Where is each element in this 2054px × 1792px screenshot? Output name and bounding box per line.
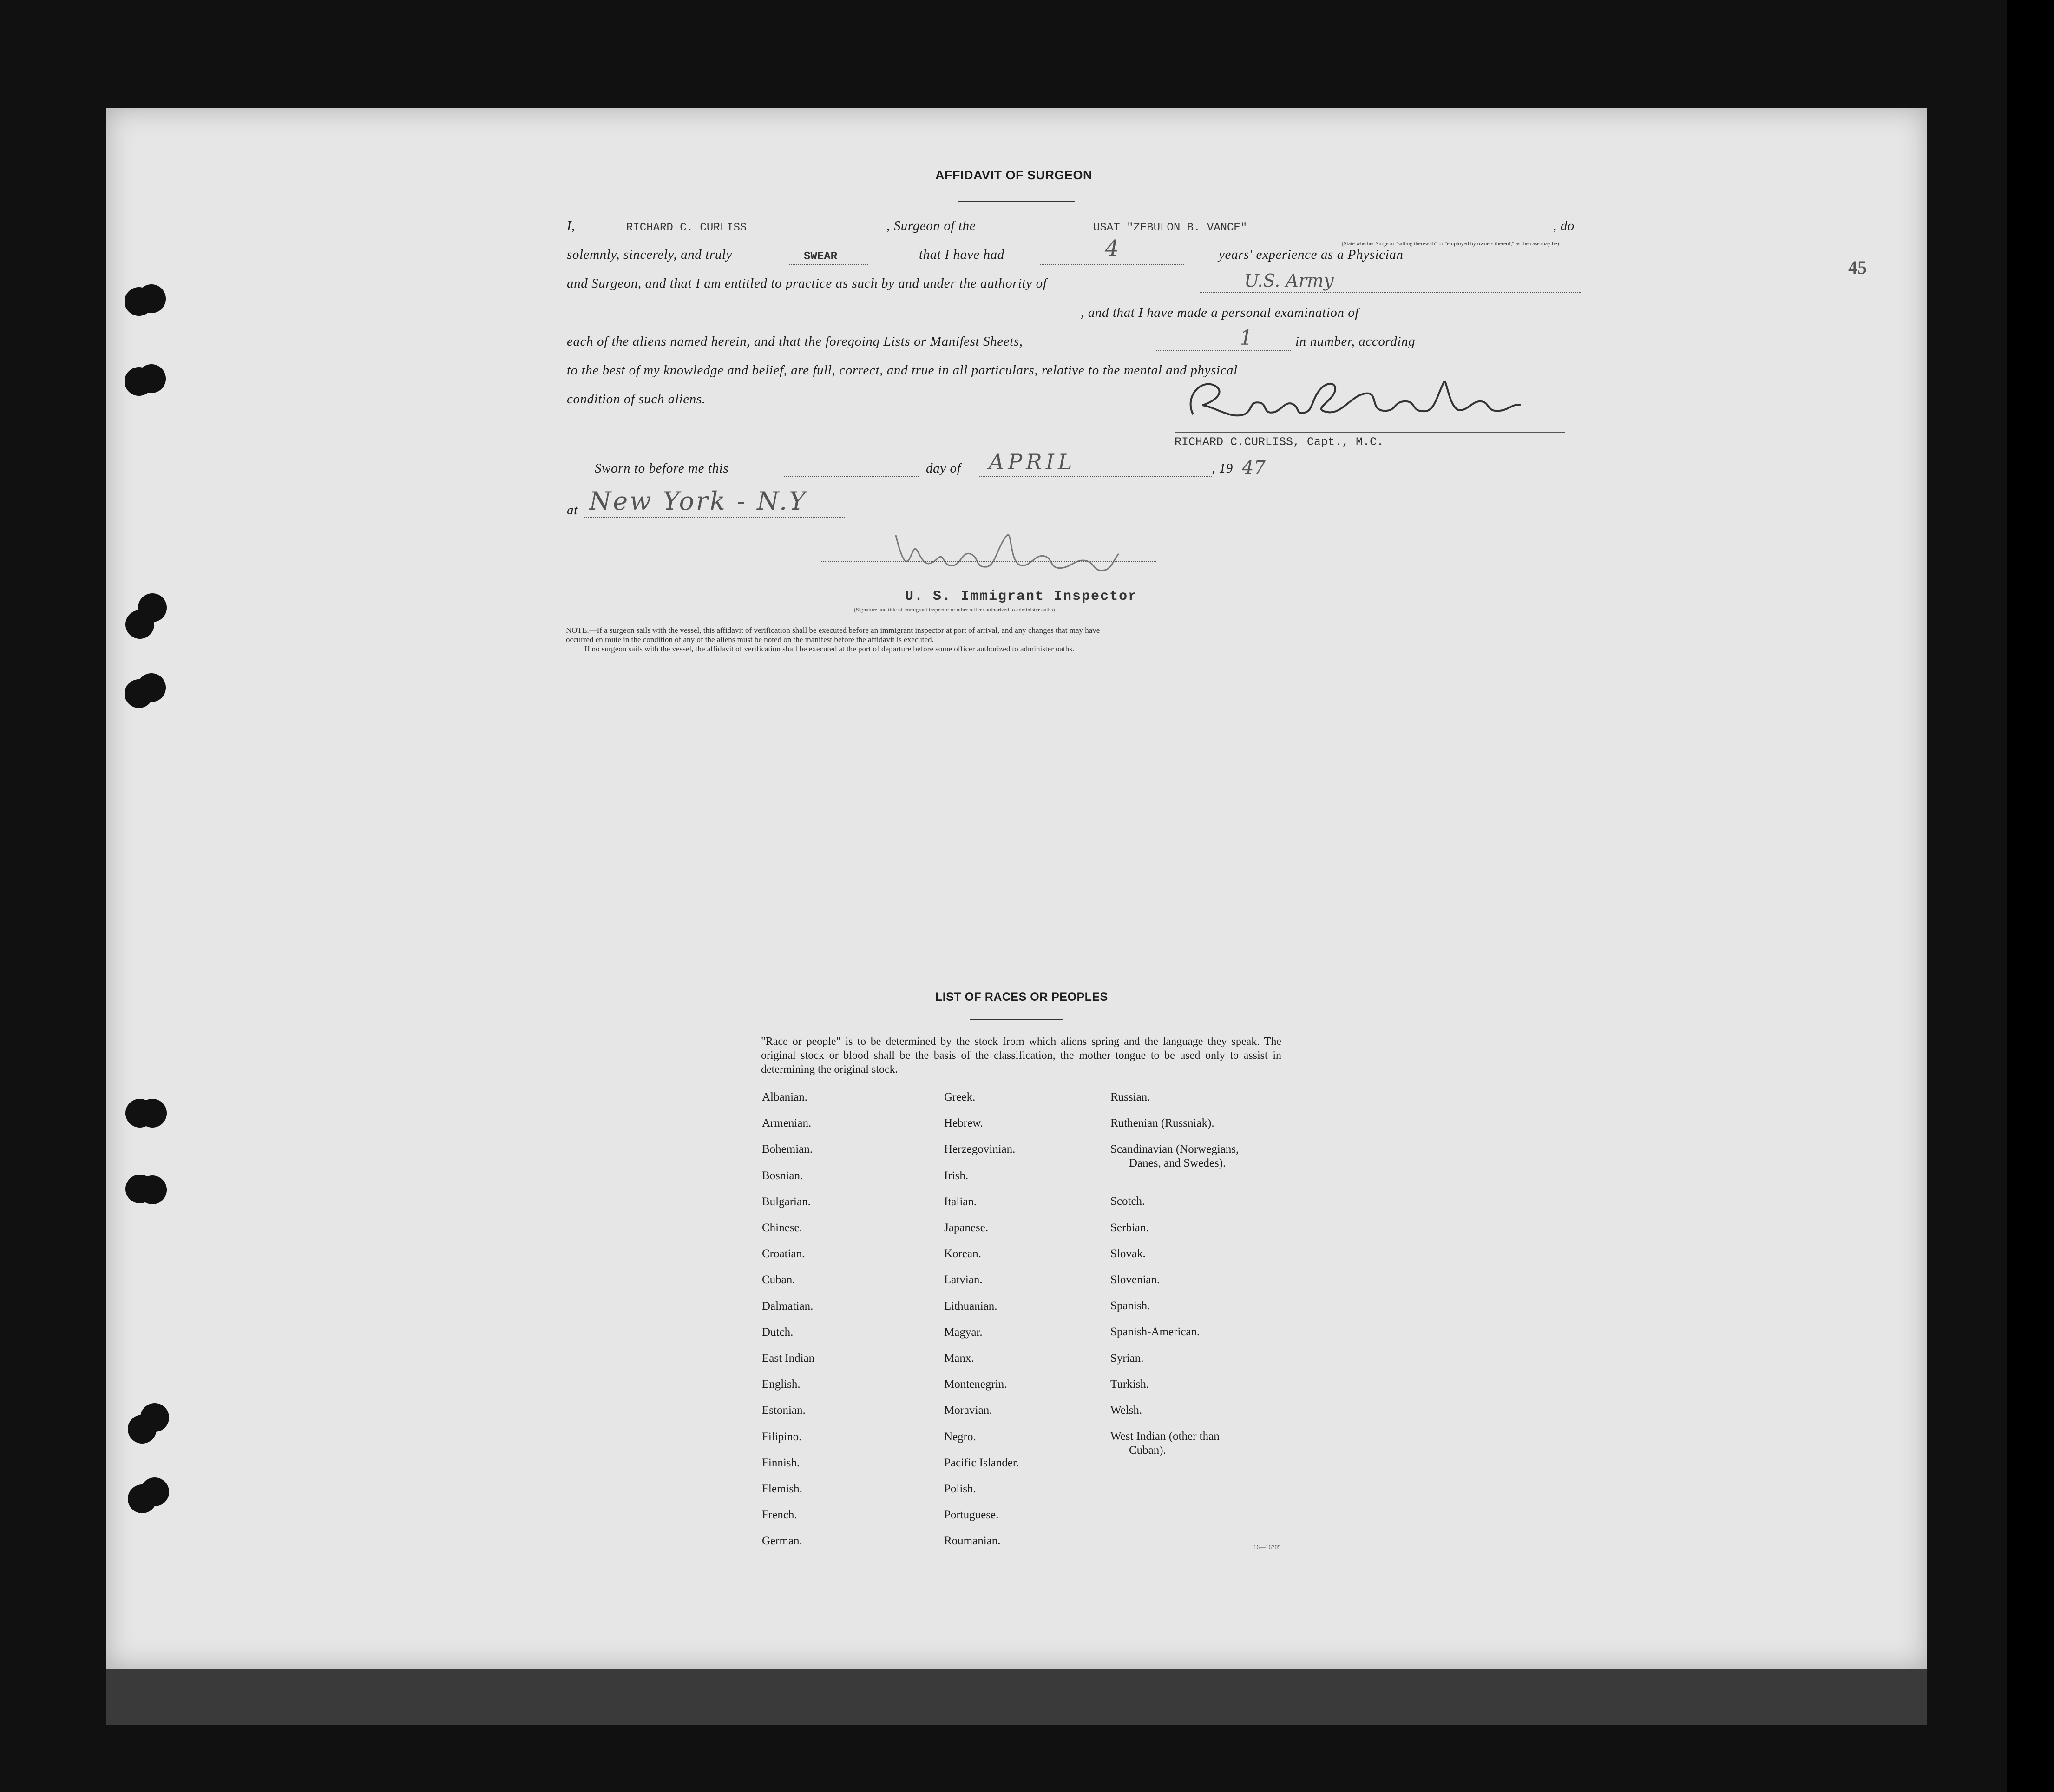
race-entry: Irish. <box>944 1169 969 1182</box>
capacity-note: (State whether Surgeon "sailing therewith" or "employed by owners thereof," as the case may be) <box>1342 240 1559 247</box>
note-line1: NOTE.—If a surgeon sails with the vessel, this affidavit of verification shall be executed before an immigrant inspector at port of arrival, and any changes that may have <box>566 626 1100 635</box>
binder-hole <box>137 284 166 313</box>
location-blank <box>584 517 845 518</box>
years-blank <box>1040 264 1184 265</box>
race-entry: Pacific Islander. <box>944 1456 1019 1469</box>
authority-value: U.S. Army <box>1244 270 1334 291</box>
race-entry: Slovak. <box>1110 1247 1146 1260</box>
note-line2: occurred en route in the condition of any of the aliens must be noted on the manifest before the affidavit is executed. <box>566 635 934 644</box>
race-entry: Bohemian. <box>762 1143 813 1156</box>
binder-hole <box>137 364 166 393</box>
note-line3: If no surgeon sails with the vessel, the affidavit of verification shall be executed at the port of departure before some officer authorized to administer oaths. <box>584 644 1075 653</box>
sworn-day-of: day of <box>926 461 961 476</box>
inspector-signature-blank <box>821 561 1156 562</box>
affidavit-line3: and Surgeon, and that I am entitled to practice as such by and under the authority of <box>567 276 1047 291</box>
signature-label: RICHARD C.CURLISS, Capt., M.C. <box>1175 435 1384 449</box>
race-entry: English. <box>762 1378 801 1391</box>
sworn-day-blank <box>784 476 919 477</box>
binder-hole <box>138 593 167 622</box>
race-entry: Portuguese. <box>944 1509 999 1522</box>
race-entry: Cuban. <box>762 1273 795 1287</box>
races-intro: "Race or people" is to be determined by the stock from which aliens spring and the language they speak. The original stock or blood shall be the basis of the classification, the mother tongue to be used only to assist in determining the original stock. <box>761 1036 1281 1076</box>
race-entry: East Indian <box>762 1352 815 1365</box>
sworn-year-hand: 47 <box>1242 457 1266 479</box>
races-title: LIST OF RACES OR PEOPLES <box>935 991 1108 1004</box>
affidavit-line2-mid: that I have had <box>919 247 1004 262</box>
surgeon-signature <box>1175 368 1593 428</box>
race-entry: Slovenian. <box>1110 1273 1160 1286</box>
authority-blank <box>1200 292 1581 293</box>
race-entry: Greek. <box>944 1091 976 1103</box>
inspector-title: U. S. Immigrant Inspector <box>905 589 1138 604</box>
sworn-year-prefix: , 19 <box>1212 461 1233 476</box>
race-entry: French. <box>762 1509 797 1522</box>
race-entry: Lithuanian. <box>944 1300 997 1313</box>
affidavit-line7: condition of such aliens. <box>567 392 706 407</box>
race-entry: Manx. <box>944 1352 974 1365</box>
race-entry: Dalmatian. <box>762 1300 814 1313</box>
race-entry: Latvian. <box>944 1273 983 1287</box>
affidavit-line4: , and that I have made a personal examination of <box>1081 305 1359 320</box>
race-entry: Korean. <box>944 1247 981 1260</box>
race-entry: Danes, and Swedes). <box>1129 1157 1226 1170</box>
affidavit-line2-end: years' experience as a Physician <box>1219 247 1404 262</box>
film-bottom-band <box>106 1669 1927 1725</box>
race-entry: Bulgarian. <box>762 1195 811 1208</box>
oath-value: SWEAR <box>804 250 838 263</box>
form-code: 16—16705 <box>1253 1543 1281 1550</box>
race-entry: Ruthenian (Russniak). <box>1110 1117 1214 1130</box>
inspector-signature <box>882 526 1142 582</box>
race-entry: Filipino. <box>762 1430 802 1443</box>
race-entry: Chinese. <box>762 1221 802 1234</box>
sworn-month-value: APRIL <box>989 449 1076 474</box>
sworn-month-blank <box>979 476 1212 477</box>
affidavit-line1-mid: , Surgeon of the <box>886 218 976 233</box>
film-frame-edge <box>2007 0 2054 1792</box>
race-entry: Russian. <box>1110 1091 1150 1103</box>
race-entry: Turkish. <box>1110 1378 1149 1391</box>
race-entry: Scotch. <box>1110 1195 1145 1208</box>
binder-hole <box>138 1099 167 1128</box>
race-entry: Montenegrin. <box>944 1378 1007 1391</box>
binder-hole <box>140 1403 169 1432</box>
affidavit-title: AFFIDAVIT OF SURGEON <box>935 168 1092 182</box>
document-sheet <box>106 108 1927 1669</box>
affidavit-line2-start: solemnly, sincerely, and truly <box>567 247 733 262</box>
races-title-rule <box>970 1019 1063 1020</box>
race-entry: Hebrew. <box>944 1117 983 1130</box>
race-entry: Serbian. <box>1110 1221 1149 1234</box>
race-entry: Italian. <box>944 1195 977 1208</box>
race-entry: Cuban). <box>1129 1444 1166 1457</box>
race-entry: Estonian. <box>762 1404 806 1417</box>
race-entry: Polish. <box>944 1483 976 1495</box>
race-entry: Herzegovinian. <box>944 1143 1016 1156</box>
race-entry: Croatian. <box>762 1247 805 1260</box>
signature-line <box>1175 432 1565 433</box>
race-entry: West Indian (other than <box>1110 1430 1220 1443</box>
affidavit-line1-end: , do <box>1553 218 1575 233</box>
at-label: at <box>567 503 578 518</box>
inspector-note: (Signature and title of immigrant inspector or other officer authorized to administer oaths) <box>854 606 1055 613</box>
race-entry: Armenian. <box>762 1117 812 1130</box>
race-entry: Syrian. <box>1110 1352 1144 1365</box>
binder-hole <box>137 673 166 702</box>
race-entry: Bosnian. <box>762 1169 803 1182</box>
race-entry: Albanian. <box>762 1091 807 1103</box>
race-entry: Welsh. <box>1110 1404 1142 1417</box>
race-entry: Roumanian. <box>944 1535 1001 1548</box>
race-entry: Finnish. <box>762 1456 800 1469</box>
sheets-blank <box>1156 350 1291 351</box>
affidavit-line1-start: I, <box>567 218 576 233</box>
title-rule <box>958 201 1075 202</box>
oath-blank <box>789 264 868 265</box>
race-entry: Flemish. <box>762 1483 802 1495</box>
sworn-start: Sworn to before me this <box>595 461 729 476</box>
sheets-value: 1 <box>1240 326 1253 350</box>
vessel-value: USAT "ZEBULON B. VANCE" <box>1093 222 1247 234</box>
binder-hole <box>140 1477 169 1506</box>
affidavit-line5-start: each of the aliens named herein, and that the foregoing Lists or Manifest Sheets, <box>567 334 1023 349</box>
race-entry: Moravian. <box>944 1404 992 1417</box>
race-entry: Spanish-American. <box>1110 1326 1200 1339</box>
page-number: 45 <box>1848 257 1867 278</box>
race-entry: Dutch. <box>762 1326 794 1339</box>
race-entry: Scandinavian (Norwegians, <box>1110 1143 1239 1156</box>
affidavit-line6: to the best of my knowledge and belief, are full, correct, and true in all particulars, relative to the mental and physical <box>567 363 1238 378</box>
affidavit-line5-end: in number, according <box>1295 334 1416 349</box>
race-entry: Magyar. <box>944 1326 983 1339</box>
race-entry: Japanese. <box>944 1221 989 1234</box>
race-entry: Spanish. <box>1110 1300 1150 1313</box>
race-entry: Negro. <box>944 1430 976 1443</box>
location-value: New York - N.Y <box>589 486 807 516</box>
surgeon-name-value: RICHARD C. CURLISS <box>626 222 747 234</box>
years-value: 4 <box>1105 236 1119 262</box>
race-entry: German. <box>762 1535 802 1548</box>
binder-hole <box>138 1175 167 1204</box>
